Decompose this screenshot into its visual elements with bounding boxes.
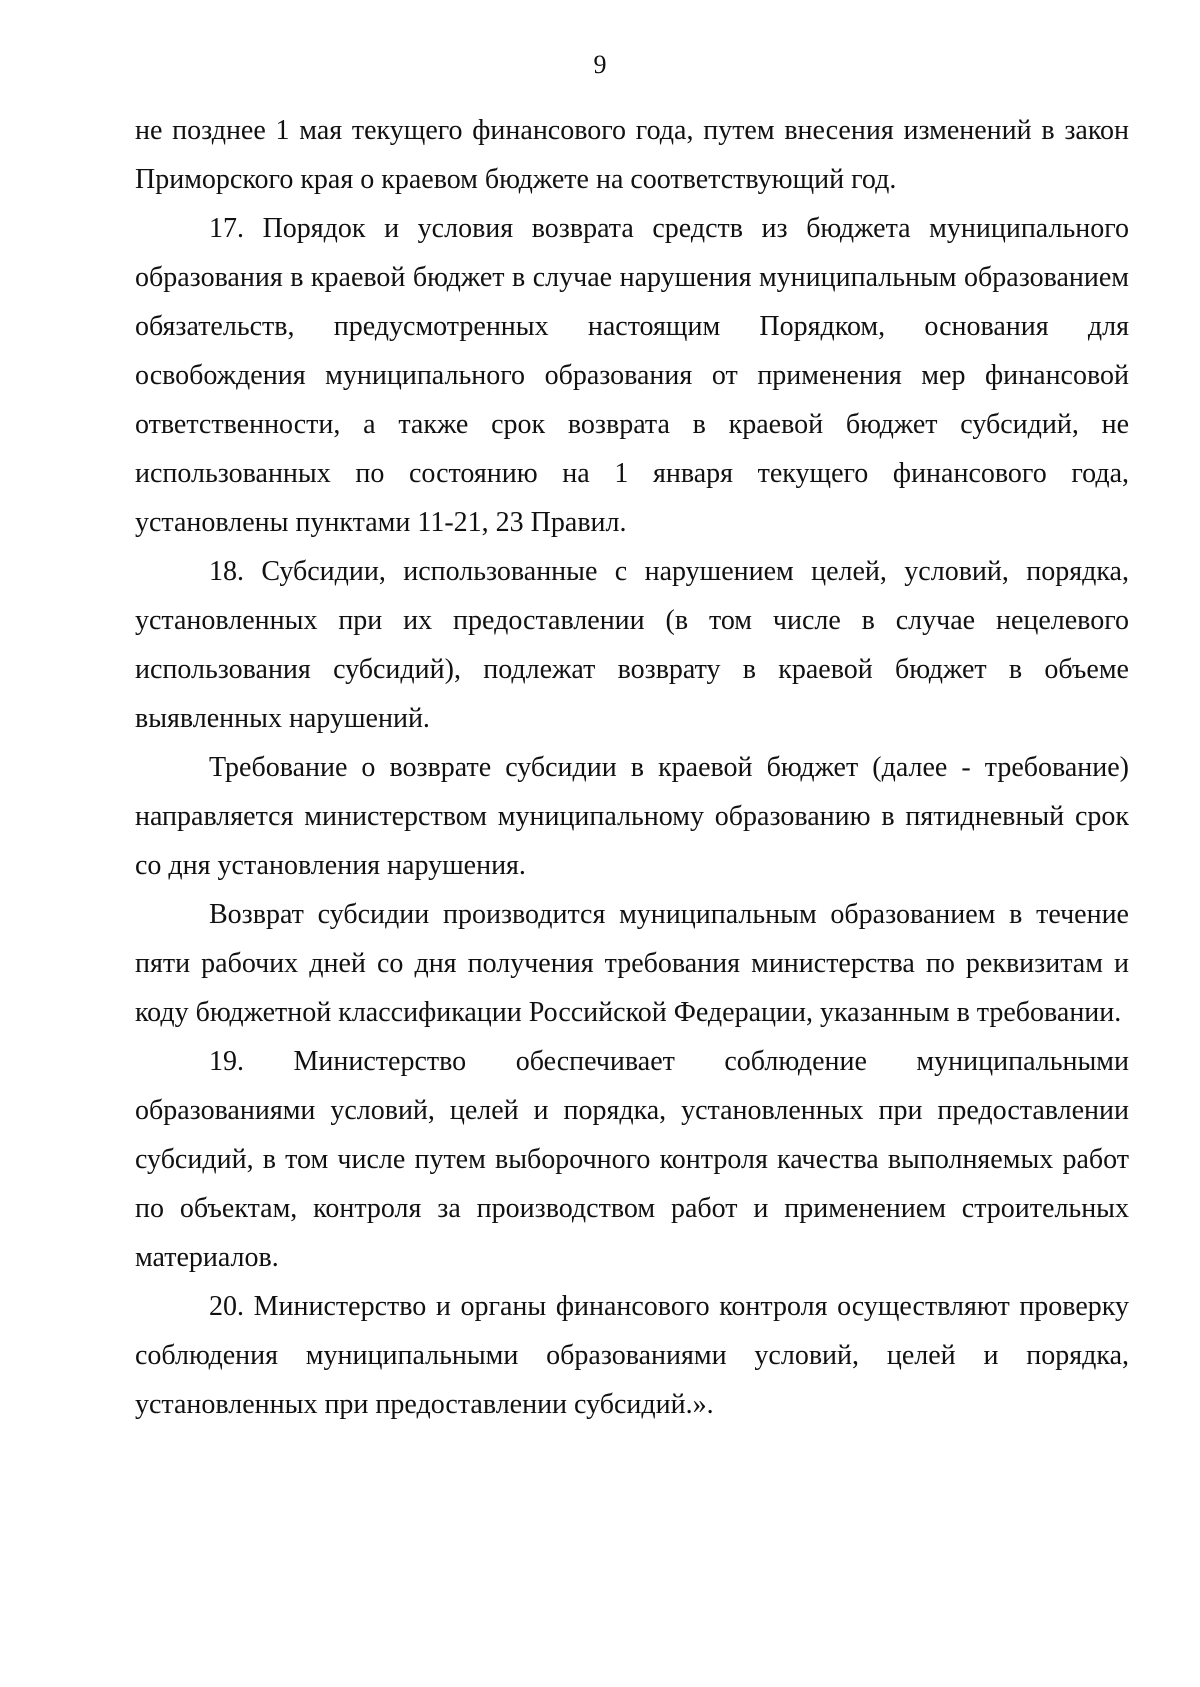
- paragraph-item-20: 20. Министерство и органы финансового контроля осуществляют проверку соблюдения муниципальными образованиями условий, целей и порядка, установленных при предоставлении субсидий.».: [135, 1291, 1129, 1420]
- paragraph-item-17: 17. Порядок и условия возврата средств из бюджета муниципального образования в краевой бюджет в случае нарушения муниципальным образованием обязательств, предусмотренных настоящим Порядком, основания для освобождения муниципального образования от применения мер финансовой ответственности, а также срок возврата в краевой бюджет субсидий, не использованных по состоянию на 1 января текущего финансового года, установлены пунктами 11-21, 23 Правил.: [135, 213, 1129, 538]
- page-number: 9: [593, 50, 607, 79]
- paragraph-return-procedure: Возврат субсидии производится муниципальным образованием в течение пяти рабочих дней со дня получения требования министерства по реквизитам и коду бюджетной классификации Российской Федерации, указанным в требовании.: [135, 899, 1129, 1028]
- paragraph-item-19: 19. Министерство обеспечивает соблюдение муниципальными образованиями условий, целей и порядка, установленных при предоставлении субсидий, в том числе путем выборочного контроля качества выполняемых работ по объектам, контроля за производством работ и применением строительных материалов.: [135, 1046, 1129, 1273]
- paragraph-continuation: не позднее 1 мая текущего финансового года, путем внесения изменений в закон Приморского края о краевом бюджете на соответствующий год.: [135, 115, 1129, 195]
- paragraph-return-demand: Требование о возврате субсидии в краевой бюджет (далее - требование) направляется министерством муниципальному образованию в пятидневный срок со дня установления нарушения.: [135, 752, 1129, 881]
- document-body: [135, 106, 1129, 1429]
- paragraph-item-18: 18. Субсидии, использованные с нарушением целей, условий, порядка, установленных при их предоставлении (в том числе в случае нецелевого использования субсидий), подлежат возврату в краевой бюджет в объеме выявленных нарушений.: [135, 556, 1129, 734]
